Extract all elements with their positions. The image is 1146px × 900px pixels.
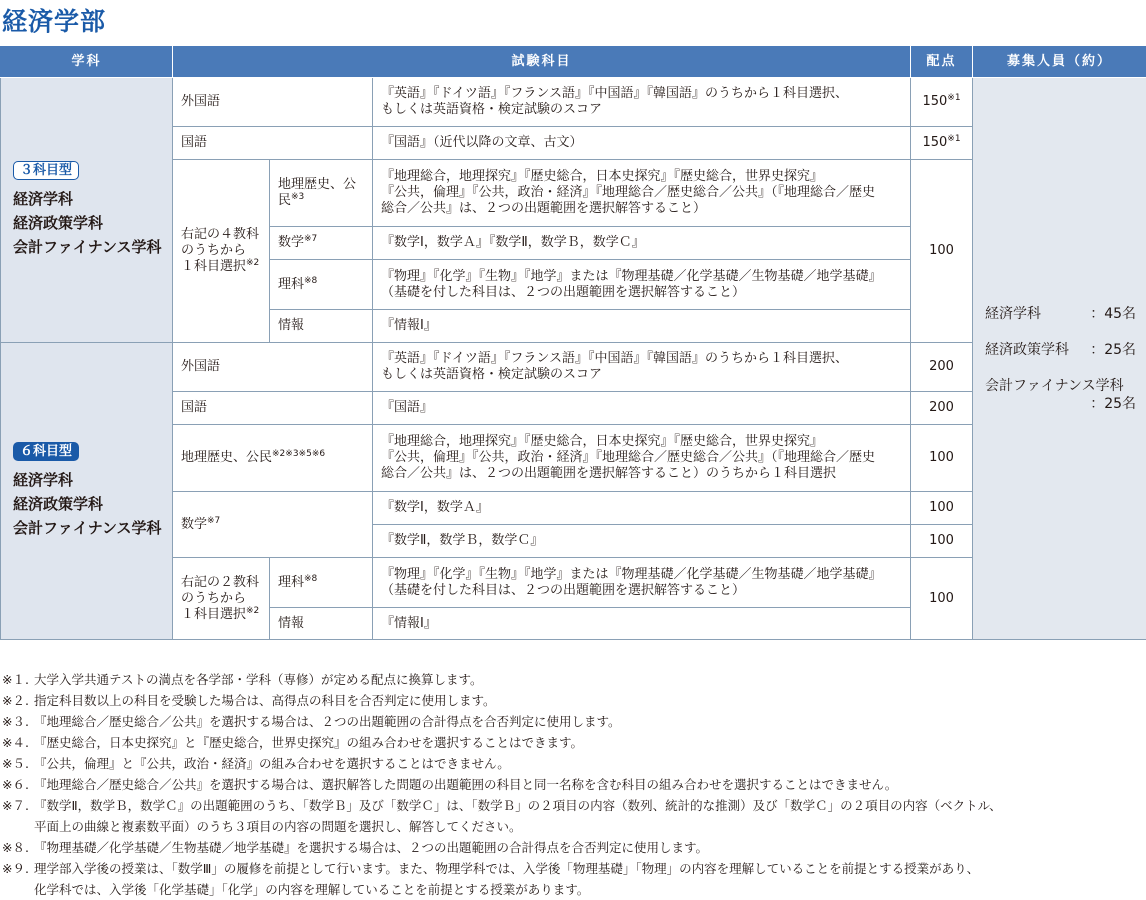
subject-name xyxy=(173,492,373,558)
points-value: 150 xyxy=(922,94,947,109)
subject-detail: 『情報Ⅰ』 xyxy=(373,310,911,343)
choice-label-line: のうちから xyxy=(181,591,246,606)
points-cell xyxy=(911,127,973,160)
footnote-line: 平面上の曲線と複素数平面）のうち３項目の内容の問題を選択し、解答してください。 xyxy=(34,816,1146,837)
subject-detail xyxy=(373,160,911,227)
sub-subject-label: 数学 xyxy=(278,235,304,250)
detail-line: 『地理総合，地理探究』『歴史総合，日本史探究』『歴史総合，世界史探究』 xyxy=(381,434,823,449)
footnote-text xyxy=(34,858,1146,900)
footnote-text: 大学入学共通テストの満点を各学部・学科（専修）が定める配点に換算します。 xyxy=(34,669,1146,690)
dept-name: 会計ファイナンス学科 xyxy=(13,235,162,259)
points-cell: 100 xyxy=(911,558,973,640)
subject-label: 数学 xyxy=(181,517,207,532)
points-note: ※1 xyxy=(947,93,960,103)
exam-table xyxy=(0,45,1146,640)
detail-line: （基礎を付した科目は、２つの出題範囲を選択解答すること） xyxy=(381,583,745,598)
subject-detail xyxy=(373,78,911,127)
subject-detail xyxy=(373,425,911,492)
points-cell: 200 xyxy=(911,343,973,392)
points-note: ※1 xyxy=(947,134,960,144)
subject-name xyxy=(173,425,373,492)
footnote-text: 『公共，倫理』と『公共，政治・経済』の組み合わせを選択することはできません。 xyxy=(34,753,1146,774)
detail-line: もしくは英語資格・検定試験のスコア xyxy=(381,102,602,117)
group3-dept-cell xyxy=(1,78,173,343)
footnote xyxy=(0,669,1146,690)
header-subjects: 試験科目 xyxy=(173,46,911,78)
sub-subject-note: ※8 xyxy=(304,574,317,584)
detail-line: もしくは英語資格・検定試験のスコア xyxy=(381,367,602,382)
footnote-mark: ※１. xyxy=(0,669,34,690)
points-cell: 200 xyxy=(911,392,973,425)
subject-detail: 『国語』 xyxy=(373,392,911,425)
footnote xyxy=(0,858,1146,900)
footnote-text: 『歴史総合，日本史探究』と『歴史総合，世界史探究』の組み合わせを選択することはできます。 xyxy=(34,732,1146,753)
footnote-mark: ※６. xyxy=(0,774,34,795)
subject-note: ※2※3※5※6 xyxy=(272,449,325,459)
choice-label xyxy=(173,160,270,343)
detail-line: 『公共，倫理』『公共，政治・経済』『地理総合／歴史総合／公共』（『地理総合／歴史 xyxy=(381,450,875,465)
choice-label-line: 右記の４教科 xyxy=(181,227,259,242)
footnote-mark: ※９. xyxy=(0,858,34,900)
footnote xyxy=(0,774,1146,795)
sub-subject-label: 地理歴史、公民 xyxy=(278,177,356,208)
quota-cell xyxy=(973,78,1146,640)
choice-label-line: のうちから xyxy=(181,243,246,258)
quota-policy-num: ：25名 xyxy=(1090,341,1136,359)
subject-detail: 『数学Ⅰ，数学Ａ』 xyxy=(373,492,911,525)
points-cell: 100 xyxy=(911,492,973,525)
footnote-line: 化学科では、入学後「化学基礎」「化学」の内容を理解していることを前提とする授業があります。 xyxy=(34,879,1146,900)
sub-subject-name xyxy=(270,260,373,310)
points-cell: 100 xyxy=(911,525,973,558)
detail-line: 『公共，倫理』『公共，政治・経済』『地理総合／歴史総合／公共』（『地理総合／歴史 xyxy=(381,185,875,200)
subject-detail xyxy=(373,343,911,392)
footnote-mark: ※５. xyxy=(0,753,34,774)
subject-detail: 『数学Ⅰ，数学Ａ』『数学Ⅱ，数学Ｂ，数学Ｃ』 xyxy=(373,227,911,260)
dept-name: 会計ファイナンス学科 xyxy=(13,516,162,540)
header-points: 配点 xyxy=(911,46,973,78)
subject-detail xyxy=(373,260,911,310)
footnote-mark: ※８. xyxy=(0,837,34,858)
subject-name: 外国語 xyxy=(173,78,373,127)
footnote xyxy=(0,690,1146,711)
choice-label-line: １科目選択 xyxy=(181,259,246,274)
subject-name: 国語 xyxy=(173,127,373,160)
footnote-line: 『数学Ⅱ，数学Ｂ，数学Ｃ』の出題範囲のうち、「数学Ｂ」及び「数学Ｃ」は、「数学Ｂ」の２項目の内容（数列、統計的な推測）及び「数学Ｃ」の２項目の内容（ベクトル、 xyxy=(34,795,1146,816)
quota-econ-name: 経済学科 xyxy=(985,305,1041,323)
page-title: 経済学部 xyxy=(2,2,106,38)
detail-line: 『地理総合，地理探究』『歴史総合，日本史探究』『歴史総合，世界史探究』 xyxy=(381,169,823,184)
footnote xyxy=(0,753,1146,774)
dept-name: 経済政策学科 xyxy=(13,492,162,516)
footnote-mark: ※２. xyxy=(0,690,34,711)
group3-badge: ３科目型 xyxy=(13,161,79,180)
footnote xyxy=(0,837,1146,858)
footnotes xyxy=(0,669,1146,900)
choice-label-line: １科目選択 xyxy=(181,607,246,622)
sub-subject-name: 情報 xyxy=(270,608,373,640)
points-value: 150 xyxy=(922,135,947,150)
detail-line: 総合／公共』は、２つの出題範囲を選択解答すること） xyxy=(381,201,706,216)
choice-label xyxy=(173,558,270,640)
footnote-mark: ※７. xyxy=(0,795,34,837)
quota-finance xyxy=(985,377,1136,413)
footnote-mark: ※４. xyxy=(0,732,34,753)
detail-line: 『物理』『化学』『生物』『地学』または『物理基礎／化学基礎／生物基礎／地学基礎』 xyxy=(381,269,882,284)
footnote xyxy=(0,795,1146,837)
sub-subject-note: ※3 xyxy=(291,192,304,202)
sub-subject-note: ※8 xyxy=(304,276,317,286)
sub-subject-name: 情報 xyxy=(270,310,373,343)
dept-name: 経済政策学科 xyxy=(13,211,162,235)
header-quota: 募集人員（約） xyxy=(973,46,1146,78)
choice-label-note: ※2 xyxy=(246,606,259,616)
points-cell: 100 xyxy=(911,425,973,492)
footnote xyxy=(0,732,1146,753)
subject-name: 外国語 xyxy=(173,343,373,392)
sub-subject-label: 理科 xyxy=(278,575,304,590)
table-header-row xyxy=(1,46,1146,78)
footnote-text xyxy=(34,795,1146,837)
subject-detail: 『情報Ⅰ』 xyxy=(373,608,911,640)
footnote-text: 『地理総合／歴史総合／公共』を選択する場合は、２つの出題範囲の合計得点を合否判定に使用します。 xyxy=(34,711,1146,732)
quota-finance-num: ：25名 xyxy=(985,395,1136,413)
detail-line: 『物理』『化学』『生物』『地学』または『物理基礎／化学基礎／生物基礎／地学基礎』 xyxy=(381,567,882,582)
footnote-text: 指定科目数以上の科目を受験した場合は、高得点の科目を合否判定に使用します。 xyxy=(34,690,1146,711)
detail-line: 『英語』『ドイツ語』『フランス語』『中国語』『韓国語』のうちから１科目選択、 xyxy=(381,86,848,101)
quota-policy-name: 経済政策学科 xyxy=(985,341,1069,359)
footnote-text: 『物理基礎／化学基礎／生物基礎／地学基礎』を選択する場合は、２つの出題範囲の合計得点を合否判定に使用します。 xyxy=(34,837,1146,858)
footnote-line: 理学部入学後の授業は、「数学Ⅲ」の履修を前提として行います。また、物理学科では、入学後「物理基礎」「物理」の内容を理解していることを前提とする授業があり、 xyxy=(34,858,1146,879)
group6-dept-cell xyxy=(1,343,173,640)
sub-subject-name xyxy=(270,227,373,260)
header-dept: 学科 xyxy=(1,46,173,78)
footnote-mark: ※３. xyxy=(0,711,34,732)
sub-subject-name xyxy=(270,558,373,608)
subject-name: 国語 xyxy=(173,392,373,425)
choice-label-note: ※2 xyxy=(246,258,259,268)
subject-detail: 『数学Ⅱ，数学Ｂ，数学Ｃ』 xyxy=(373,525,911,558)
subject-note: ※7 xyxy=(207,516,220,526)
quota-finance-name: 会計ファイナンス学科 xyxy=(985,377,1136,395)
group6-badge: ６科目型 xyxy=(13,442,79,461)
dept-name: 経済学科 xyxy=(13,187,162,211)
subject-label: 地理歴史、公民 xyxy=(181,450,272,465)
points-cell xyxy=(911,78,973,127)
quota-econ-num: ：45名 xyxy=(1090,305,1136,323)
detail-line: （基礎を付した科目は、２つの出題範囲を選択解答すること） xyxy=(381,285,745,300)
detail-line: 総合／公共』は、２つの出題範囲を選択解答すること）のうちから１科目選択 xyxy=(381,466,836,481)
detail-line: 『英語』『ドイツ語』『フランス語』『中国語』『韓国語』のうちから１科目選択、 xyxy=(381,351,848,366)
subject-detail xyxy=(373,558,911,608)
sub-subject-name xyxy=(270,160,373,227)
footnote-text: 『地理総合／歴史総合／公共』を選択する場合は、選択解答した問題の出題範囲の科目と同一名称を含む科目の組み合わせを選択することはできません。 xyxy=(34,774,1146,795)
table-row xyxy=(1,78,1146,127)
choice-label-line: 右記の２教科 xyxy=(181,575,259,590)
footnote xyxy=(0,711,1146,732)
quota-econ xyxy=(985,305,1136,323)
subject-detail: 『国語』（近代以降の文章、古文） xyxy=(373,127,911,160)
sub-subject-note: ※7 xyxy=(304,234,317,244)
quota-policy xyxy=(985,341,1136,359)
sub-subject-label: 理科 xyxy=(278,277,304,292)
points-cell: 100 xyxy=(911,160,973,343)
dept-name: 経済学科 xyxy=(13,468,162,492)
